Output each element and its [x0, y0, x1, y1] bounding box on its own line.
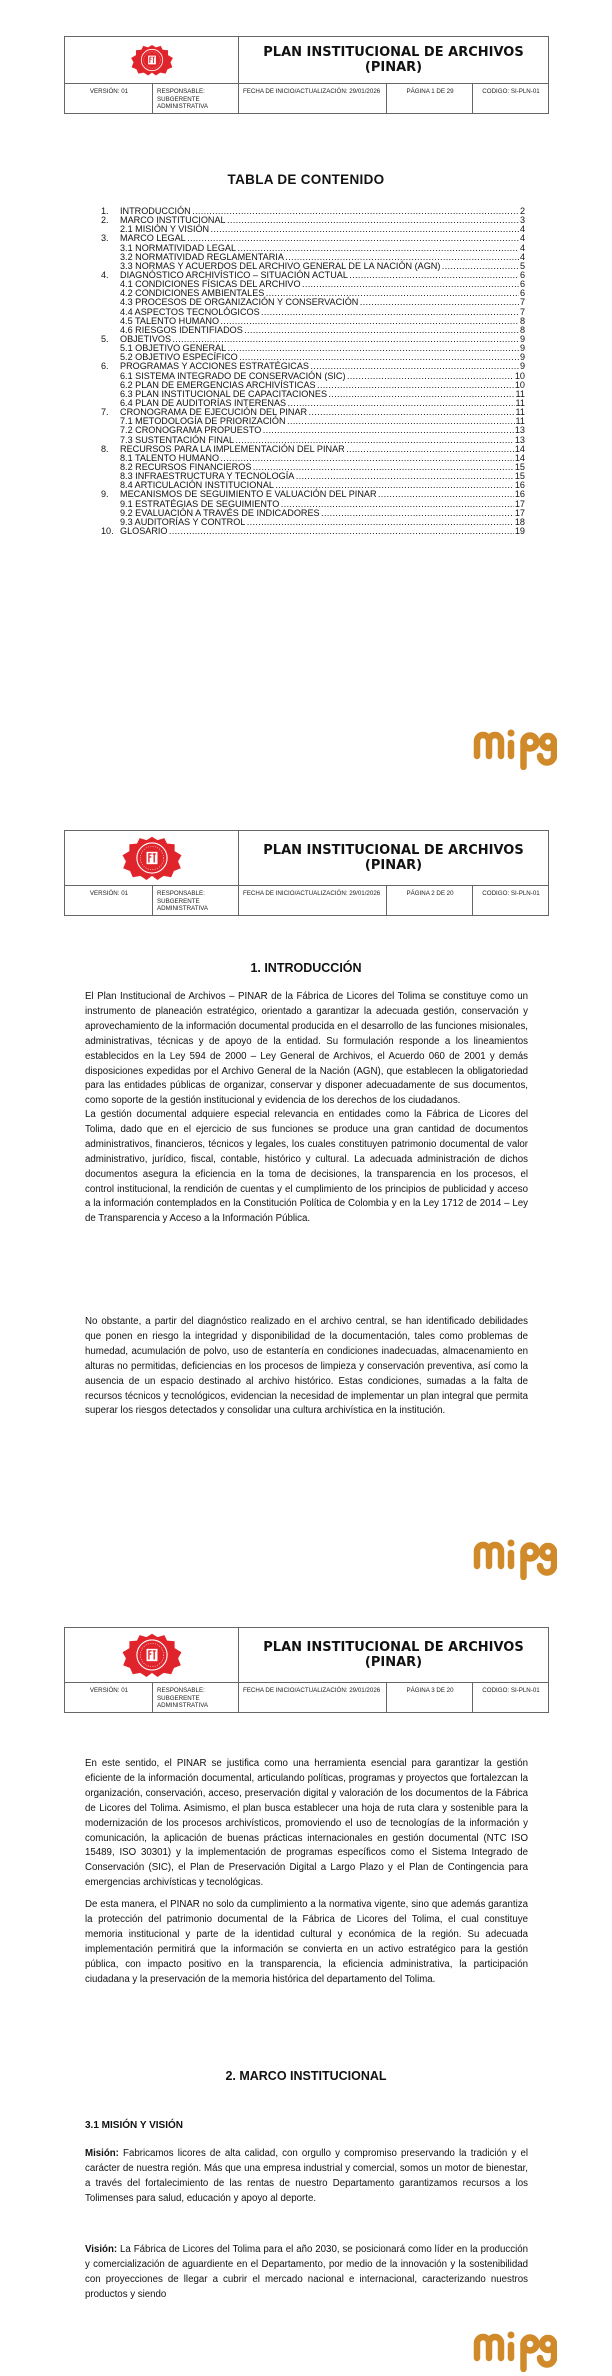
toc-entry-page: 14 [514, 443, 525, 454]
mision-label: Misión: [85, 2148, 119, 2159]
toc-entry-page: 10 [514, 370, 525, 381]
toc-leader-dots [227, 216, 519, 225]
codigo-cell: CODIGO: SI-PLN-01 [473, 1683, 549, 1713]
toc-entry-label: 6.2 PLAN DE EMERGENCIAS ARCHIVÍSTICAS [120, 379, 316, 390]
responsable-cell: RESPONSABLE: SUBGERENTE ADMINISTRATIVA [153, 886, 239, 916]
toc-entry-number: 3. [101, 233, 109, 244]
mipg-logo-icon [467, 726, 557, 770]
page-number-cell: PÁGINA 1 DE 29 [387, 84, 473, 114]
toc-entry-page: 16 [514, 489, 525, 500]
toc-entry-page: 4 [519, 251, 525, 262]
toc-entry-label: 2.1 MISIÓN Y VISIÓN [120, 224, 210, 235]
page-number-cell: PÁGINA 2 DE 20 [387, 886, 473, 916]
toc-leader-dots [287, 399, 514, 408]
document-page-2 [0, 790, 612, 1580]
toc-entry-label: 9.2 EVALUACIÓN A TRAVÉS DE INDICADORES [120, 507, 320, 518]
toc-entry-page: 17 [514, 507, 525, 518]
toc-entry-page: 7 [519, 297, 525, 308]
toc-leader-dots [441, 262, 519, 271]
toc-leader-dots [246, 518, 514, 527]
toc-entry-label: 4.2 CONDICIONES AMBIENTALES [120, 288, 265, 299]
toc-entry-label: INTRODUCCIÓN [120, 206, 191, 216]
toc-entry-number: 1. [101, 206, 109, 216]
toc-entry-label: 6.3 PLAN INSTITUCIONAL DE CAPACITACIONES [120, 388, 328, 399]
toc-leader-dots [169, 527, 514, 536]
toc-entry-label: 7.1 METODOLOGÍA DE PRIORIZACIÓN [120, 416, 286, 427]
subsection-heading-mision-vision: 3.1 MISIÓN Y VISIÓN [85, 2120, 183, 2131]
toc-entry-label: CRONOGRAMA DE EJECUCIÓN DEL PINAR [120, 407, 308, 418]
page-number-cell: PÁGINA 3 DE 20 [387, 1683, 473, 1713]
mipg-logo-icon [467, 2328, 557, 2372]
toc-entry-label: 3.2 NORMATIVIDAD REGLAMENTARIA [120, 251, 284, 262]
title-line-1: PLAN INSTITUCIONAL DE ARCHIVOS [263, 843, 524, 858]
toc-entry-page: 4 [519, 233, 525, 244]
toc-entry-page: 6 [519, 269, 525, 280]
intro-paragraph-2: La gestión documental adquiere especial relevancia en entidades como la Fábrica de Licores del Tolima, dado que en el ejercicio de sus funciones se produce una gran cantidad de documentos administrativos, financieros, técnicos y legales, los cuales constituyen patrimonio documental de valor administrativo, jurídico, fiscal, contable, histórico y cultural. La adecuada administración de dichos documentos asegura la eficiencia en la toma de decisiones, la transparencia en los procesos, el control institucional, la rendición de cuentas y el cumplimiento de los principios de publicidad y acceso a la información contemplados en la Constitución Política de Colombia y en la Ley 1712 de 2014 – Ley de Transparencia y Acceso a la Información Pública. [85, 1109, 528, 1225]
toc-leader-dots [220, 317, 519, 326]
fabrica-licores-seal-icon [127, 43, 177, 77]
title-line-1: PLAN INSTITUCIONAL DE ARCHIVOS [263, 45, 524, 60]
document-title [239, 831, 549, 886]
section-heading-introduccion: 1. INTRODUCCIÓN [250, 961, 362, 975]
fecha-cell: FECHA DE INICIO/ACTUALIZACIÓN: 29/01/2026 [239, 1683, 387, 1713]
toc-entry-label: MECANISMOS DE SEGUIMIENTO E VALUACIÓN DEL PINAR [120, 489, 377, 500]
toc-leader-dots [346, 445, 514, 454]
toc-entry-label: 9.3 AUDITORÍAS Y CONTROL [120, 516, 246, 527]
mipg-logo-icon [467, 1536, 557, 1580]
toc-entry-page: 9 [519, 361, 525, 372]
fabrica-licores-seal-icon [117, 1631, 187, 1679]
toc-entry-label: 8.3 INFRAESTRUCTURA Y TECNOLOGÍA [120, 471, 295, 482]
toc-entry-label: 8.2 RECURSOS FINANCIEROS [120, 461, 252, 472]
toc-entry-number: 6. [101, 361, 109, 372]
toc-leader-dots [210, 225, 519, 234]
title-line-1: PLAN INSTITUCIONAL DE ARCHIVOS [263, 1640, 524, 1655]
toc-entry-page: 8 [519, 315, 525, 326]
intro-paragraph-4: En este sentido, el PINAR se justifica como una herramienta esencial para garantizar la gestión eficiente de la información documental, articulando políticas, programas y proyectos que fortalezcan la organización, conservación, acceso, preservación digital y valoración de los documentos de la Fábrica de Licores del Tolima. Asimismo, el plan busca establecer una hoja de ruta clara y sostenible para la modernización de los procesos archivísticos, promoviendo el uso de tecnologías de la información y comunicación, la aplicación de buenas prácticas internacionales en gestión documental (NTC ISO 15489, ISO 30301) y la implementación de programas específicos como el Sistema Integrado de Conservación (SIC), el Plan de Preservación Digital a Largo Plazo y el Plan de Contingencia para emergencias archivísticas y tecnológicas. [85, 1758, 528, 1889]
toc-entry-label: 7.3 SUSTENTACIÓN FINAL [120, 434, 235, 445]
codigo-cell: CODIGO: SI-PLN-01 [473, 84, 549, 114]
toc-entry-label: PROGRAMAS Y ACCIONES ESTRATÉGICAS [120, 361, 309, 372]
toc-entry-page: 11 [515, 407, 525, 418]
toc-leader-dots [295, 472, 514, 481]
toc-entry-page: 13 [514, 434, 525, 445]
toc-entry-label: 5.2 OBJETIVO ESPECÍFICO [120, 352, 238, 363]
document-page-1 [0, 0, 612, 790]
toc-leader-dots [192, 207, 519, 216]
toc-entry-label: 9.1 ESTRATÉGIAS DE SEGUIMIENTO [120, 498, 280, 509]
toc-entry-page: 14 [514, 452, 525, 463]
toc-entry[interactable] [101, 527, 525, 536]
responsable-cell: RESPONSABLE: SUBGERENTE ADMINISTRATIVA [153, 1683, 239, 1713]
toc-leader-dots [262, 426, 514, 435]
toc-entry-page: 11 [515, 397, 525, 408]
intro-paragraph-5: De esta manera, el PINAR no solo da cumplimiento a la normativa vigente, sino que además garantiza la protección del patrimonio documental de la Fábrica de Licores del Tolima, el cual constituye memoria institucional y parte de la identidad cultural y económica de la región. Su adecuada implementación permitirá que la información se convierta en un activo estratégico para la gestión pública, con impacto positivo en la transparencia, la eficiencia administrativa, la participación ciudadana y la preservación de la memoria histórica del departamento del Tolima. [85, 1899, 528, 1985]
toc-leader-dots [244, 326, 519, 335]
toc-entry-page: 8 [519, 324, 525, 335]
fecha-cell: FECHA DE INICIO/ACTUALIZACIÓN: 29/01/2026 [239, 886, 387, 916]
toc-entry-page: 3 [519, 215, 525, 226]
toc-entry-label: 7.2 CRONOGRAMA PROPUESTO [120, 425, 262, 436]
fecha-cell: FECHA DE INICIO/ACTUALIZACIÓN: 29/01/2026 [239, 84, 387, 114]
toc-entry-page: 9 [519, 333, 525, 344]
toc-leader-dots [302, 280, 519, 289]
mision-text: Fabricamos licores de alta calidad, con orgullo y compromiso preservando la tradición y el carácter de nuestra región. Más que una empresa industrial y comercial, somos un motor de bienestar, a través del fortalecimiento de las rentas de nuestro Departamento garantizamos recursos a los Tolimenses para salud, educación y apoyo al deporte. [85, 2148, 528, 2204]
version-cell: VERSIÓN: 01 [65, 84, 153, 114]
toc-entry-page: 11 [515, 416, 525, 427]
toc-leader-dots [227, 344, 519, 353]
title-line-2: (PINAR) [364, 60, 423, 75]
toc-entry-page: 15 [514, 461, 525, 472]
toc-leader-dots [261, 308, 519, 317]
mision-paragraph [85, 2147, 528, 2207]
toc-entry-page: 10 [514, 379, 525, 390]
toc-entry-label: 8.4 ARTICULACIÓN INSTITUCIONAL [120, 480, 274, 491]
toc-entry-page: 4 [519, 242, 525, 253]
toc-entry-label: GLOSARIO [120, 525, 168, 536]
toc-entry-page: 11 [515, 388, 525, 399]
toc-entry-page: 4 [519, 224, 525, 235]
toc-entry-page: 18 [514, 516, 525, 527]
toc-entry-label: 6.4 PLAN DE AUDITORÍAS INTERENAS [120, 397, 287, 408]
toc-entry-label: 8.1 TALENTO HUMANO [120, 452, 220, 463]
intro-paragraph-1: El Plan Institucional de Archivos – PINAR de la Fábrica de Licores del Tolima se constituye como un instrumento de planeación estratégico, orientado a garantizar la adecuada gestión, conservación y aprovechamiento de la información documental producida en el desarrollo de las funciones misionales, administrativas, técnicas y de apoyo de la entidad. Su formulación responde a los lineamientos establecidos en la Ley 594 de 2000 – Ley General de Archivos, el Acuerdo 060 de 2001 y demás disposiciones expedidas por el Archivo General de la Nación (AGN), que establecen la obligatoriedad para las entidades públicas de organizar, conservar y disponer adecuadamente de sus documentos, como soporte de la gestión institucional y evidencia de los derechos de los ciudadanos. [85, 991, 528, 1107]
toc-leader-dots [359, 298, 519, 307]
toc-entry-number: 7. [101, 407, 109, 418]
toc-entry-number: 8. [101, 443, 109, 454]
toc-leader-dots [328, 390, 515, 399]
toc-entry-label: 3.1 NORMATIVIDAD LEGAL [120, 242, 237, 253]
toc-entry-label: 4.6 RIESGOS IDENTIFIADOS [120, 324, 243, 335]
vision-text: La Fábrica de Licores del Tolima para el año 2030, se posicionará como líder en la producción y comercialización de aguardiente en el Departamento, por medio de la innovación y la sostenibilidad con proyecciones de llegar a cubrir el mercado nacional e internacional, caracterizando nuestros productos y siendo [85, 2244, 528, 2300]
document-title [239, 1628, 549, 1683]
toc-entry-number: 4. [101, 269, 109, 280]
toc-leader-dots [187, 234, 519, 243]
toc-leader-dots [287, 417, 515, 426]
toc-entry-label: RECURSOS PARA LA IMPLEMENTACIÓN DEL PINAR [120, 443, 345, 454]
page-header [64, 830, 549, 916]
version-cell: VERSIÓN: 01 [65, 886, 153, 916]
toc-entry-label: MARCO LEGAL [120, 233, 186, 244]
toc-entry-page: 19 [514, 525, 525, 536]
toc-entry-page: 13 [514, 425, 525, 436]
toc-entry-label: DIAGNÓSTICO ARCHIVÍSTICO – SITUACIÓN ACTUAL [120, 269, 348, 280]
page-header [64, 36, 549, 114]
toc-title: TABLA DE CONTENIDO [227, 172, 385, 187]
toc-entry-page: 16 [514, 480, 525, 491]
toc-entry-label: 5.1 OBJETIVO GENERAL [120, 343, 227, 354]
toc-entry-page: 2 [519, 206, 525, 216]
intro-paragraph-3: No obstante, a partir del diagnóstico realizado en el archivo central, se han identificado debilidades que ponen en riesgo la integridad y disponibilidad de la documentación, tales como problemas de humedad, acumulación de polvo, uso de estantería en condiciones inadecuadas, almacenamiento en alturas no permitidas, deficiencias en los procesos de limpieza y conservación preventiva, así como la ausencia de un espacio destinado al archivo histórico. Estas condiciones, sumadas a la falta de recursos técnicos y tecnológicos, evidencian la necesidad de implementar un plan integral que permita superar los riesgos detectados y consolidar una cultura archivística en la institución. [85, 1316, 528, 1417]
vision-label: Visión: [85, 2244, 118, 2255]
toc-entry-label: 4.4 ASPECTOS TECNOLÓGICOS [120, 306, 260, 317]
toc-entry-number: 10. [101, 525, 114, 536]
toc-entry-page: 15 [514, 471, 525, 482]
version-cell: VERSIÓN: 01 [65, 1683, 153, 1713]
codigo-cell: CODIGO: SI-PLN-01 [473, 886, 549, 916]
toc-entry-label: 3.3 NORMAS Y ACUERDOS DEL ARCHIVO GENERAL DE LA NACIÓN (AGN) [120, 260, 441, 271]
table-of-contents [101, 207, 525, 536]
toc-entry-label: OBJETIVOS [120, 333, 172, 344]
title-line-2: (PINAR) [364, 1655, 423, 1670]
toc-entry-number: 5. [101, 333, 109, 344]
toc-leader-dots [317, 381, 514, 390]
toc-entry-label: 6.1 SISTEMA INTEGRADO DE CONSERVACIÓN (SIC) [120, 370, 346, 381]
toc-entry-page: 6 [519, 279, 525, 290]
toc-entry-number: 9. [101, 489, 109, 500]
toc-entry-page: 6 [519, 288, 525, 299]
logo-cell [65, 831, 239, 886]
toc-entry-label: 4.1 CONDICIONES FÍSICAS DEL ARCHIVO [120, 279, 301, 290]
section-heading-marco-institucional: 2. MARCO INSTITUCIONAL [225, 2069, 387, 2083]
logo-cell [65, 1628, 239, 1683]
toc-leader-dots [308, 408, 514, 417]
toc-entry-label: 4.3 PROCESOS DE ORGANIZACIÓN Y CONSERVACIÓN [120, 297, 359, 308]
toc-entry-page: 9 [519, 352, 525, 363]
toc-entry-page: 9 [519, 343, 525, 354]
toc-entry-page: 7 [519, 306, 525, 317]
toc-entry-page: 5 [519, 260, 525, 271]
toc-leader-dots [347, 372, 514, 381]
fabrica-licores-seal-icon [117, 834, 187, 882]
title-line-2: (PINAR) [364, 858, 423, 873]
toc-entry-page: 17 [514, 498, 525, 509]
toc-leader-dots [220, 454, 514, 463]
vision-paragraph [85, 2243, 528, 2303]
toc-leader-dots [321, 509, 514, 518]
toc-leader-dots [378, 490, 514, 499]
toc-entry-label: MARCO INSTITUCIONAL [120, 215, 226, 226]
toc-leader-dots [349, 271, 519, 280]
toc-entry-number: 2. [101, 215, 109, 226]
logo-cell [65, 37, 239, 84]
document-title [239, 37, 549, 84]
page-header [64, 1627, 549, 1713]
document-page-3 [0, 1580, 612, 2376]
responsable-cell: RESPONSABLE: SUBGERENTE ADMINISTRATIVA [153, 84, 239, 114]
toc-entry-label: 4.5 TALENTO HUMANO [120, 315, 220, 326]
